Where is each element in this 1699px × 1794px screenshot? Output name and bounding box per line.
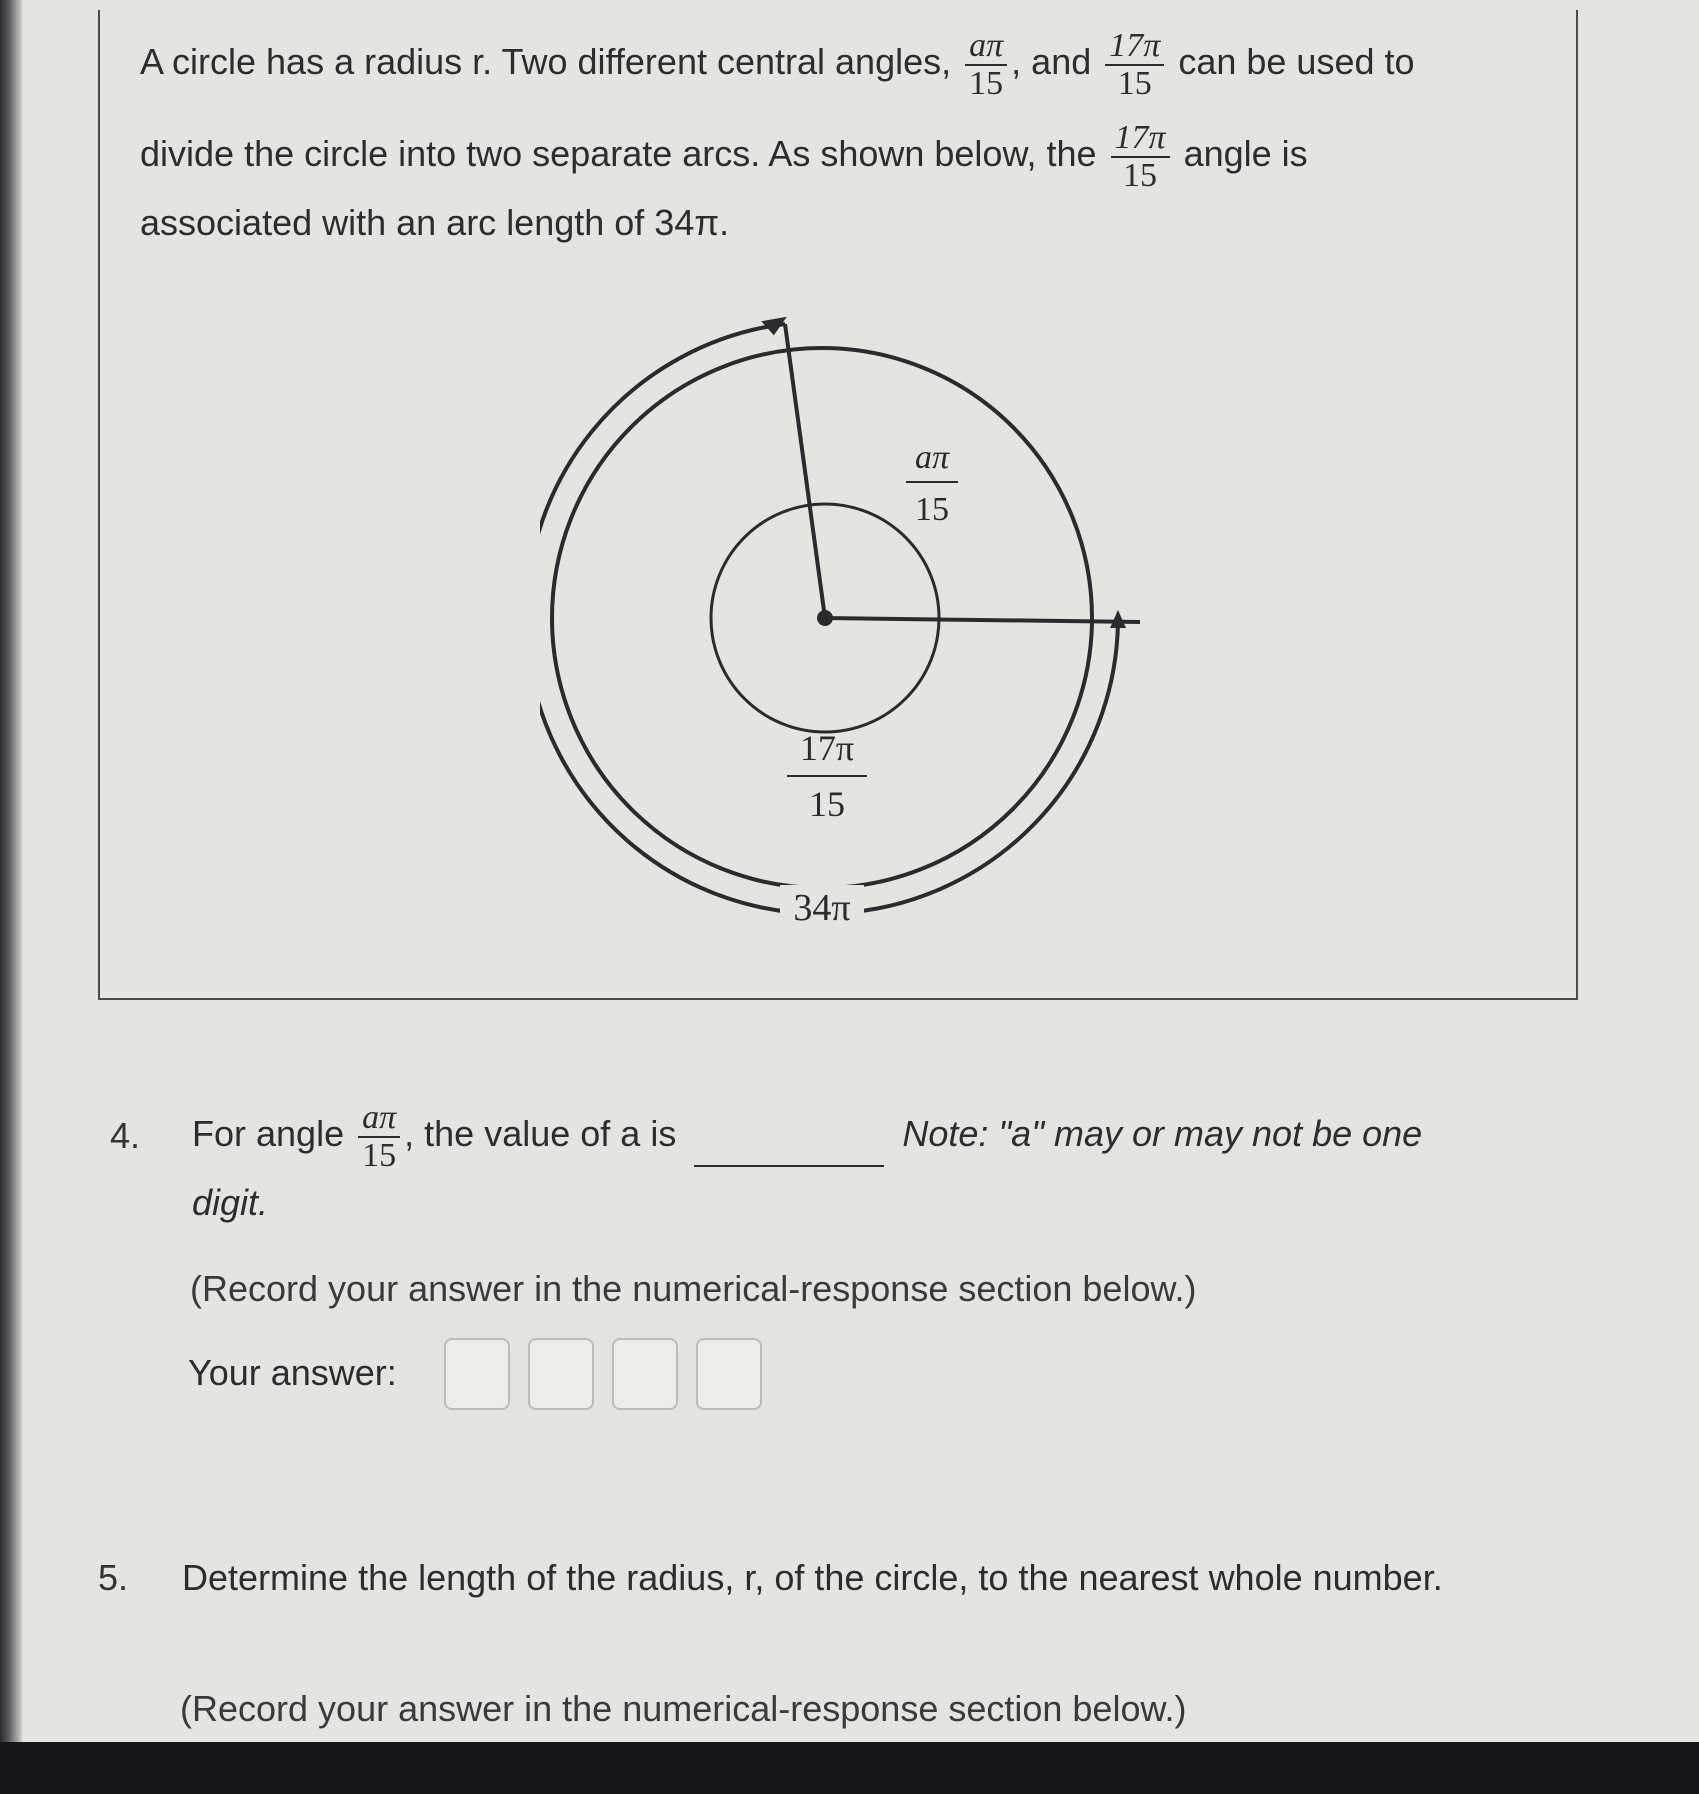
fraction-a bbox=[965, 28, 1007, 101]
center-point bbox=[817, 610, 833, 626]
intro-line-1 bbox=[140, 28, 1540, 101]
answer-digit-box-2[interactable] bbox=[528, 1338, 594, 1410]
q4-fraction-den: 15 bbox=[362, 1136, 397, 1174]
radius-upper bbox=[785, 324, 825, 618]
answer-digit-box-1[interactable] bbox=[444, 1338, 510, 1410]
intro-line1-post: can be used to bbox=[1178, 41, 1415, 83]
screen-edge bbox=[0, 0, 22, 1742]
intro-line-2 bbox=[140, 120, 1540, 193]
intro-line2-pre: divide the circle into two separate arcs. As shown below, the bbox=[140, 133, 1097, 175]
fraction-b-den: 15 bbox=[1117, 64, 1152, 102]
circle-diagram bbox=[540, 300, 1160, 940]
fraction-a-num: aπ bbox=[965, 28, 1007, 66]
q5-record-instruction: (Record your answer in the numerical-response section below.) bbox=[180, 1688, 1187, 1729]
intro-line1-pre: A circle has a radius r. Two different central angles, bbox=[140, 41, 952, 83]
fraction-b bbox=[1105, 28, 1164, 101]
q4-fraction-num: aπ bbox=[358, 1100, 400, 1138]
q4-record-instruction: (Record your answer in the numerical-response section below.) bbox=[190, 1268, 1197, 1309]
large-angle-den: 15 bbox=[809, 784, 845, 824]
arc-length-label: 34π bbox=[793, 887, 851, 929]
intro-line-3 bbox=[140, 200, 1540, 245]
monitor-bezel bbox=[0, 1742, 1699, 1794]
small-angle-den: 15 bbox=[915, 491, 949, 528]
q4-answer-blank bbox=[694, 1165, 884, 1167]
arc-arrow-right bbox=[1110, 610, 1126, 628]
q4-line-1 bbox=[192, 1100, 1592, 1173]
answer-digit-box-4[interactable] bbox=[696, 1338, 762, 1410]
fraction-b2-num: 17π bbox=[1111, 120, 1170, 158]
q5-number: 5. bbox=[98, 1557, 129, 1598]
small-angle-num: aπ bbox=[914, 439, 950, 476]
your-answer-label: Your answer: bbox=[188, 1352, 397, 1393]
large-angle-num: 17π bbox=[799, 728, 855, 768]
fraction-b2-den: 15 bbox=[1123, 156, 1158, 194]
intro-line1-mid: , and bbox=[1011, 41, 1092, 83]
intro-line3: associated with an arc length of 34π. bbox=[140, 202, 730, 243]
q4-mid: , the value of a is bbox=[404, 1113, 677, 1155]
fraction-a-den: 15 bbox=[969, 64, 1004, 102]
q4-fraction bbox=[358, 1100, 400, 1173]
intro-line2-post: angle is bbox=[1183, 133, 1308, 175]
q4-number: 4. bbox=[110, 1115, 141, 1156]
q4-pre: For angle bbox=[192, 1113, 345, 1155]
fraction-b-2 bbox=[1111, 120, 1170, 193]
q4-note-cont: digit. bbox=[192, 1182, 269, 1223]
answer-digit-box-3[interactable] bbox=[612, 1338, 678, 1410]
q4-note: Note: "a" may or may not be one bbox=[902, 1113, 1423, 1155]
q5-text: Determine the length of the radius, r, of the circle, to the nearest whole number. bbox=[182, 1557, 1443, 1598]
fraction-b-num: 17π bbox=[1105, 28, 1164, 66]
